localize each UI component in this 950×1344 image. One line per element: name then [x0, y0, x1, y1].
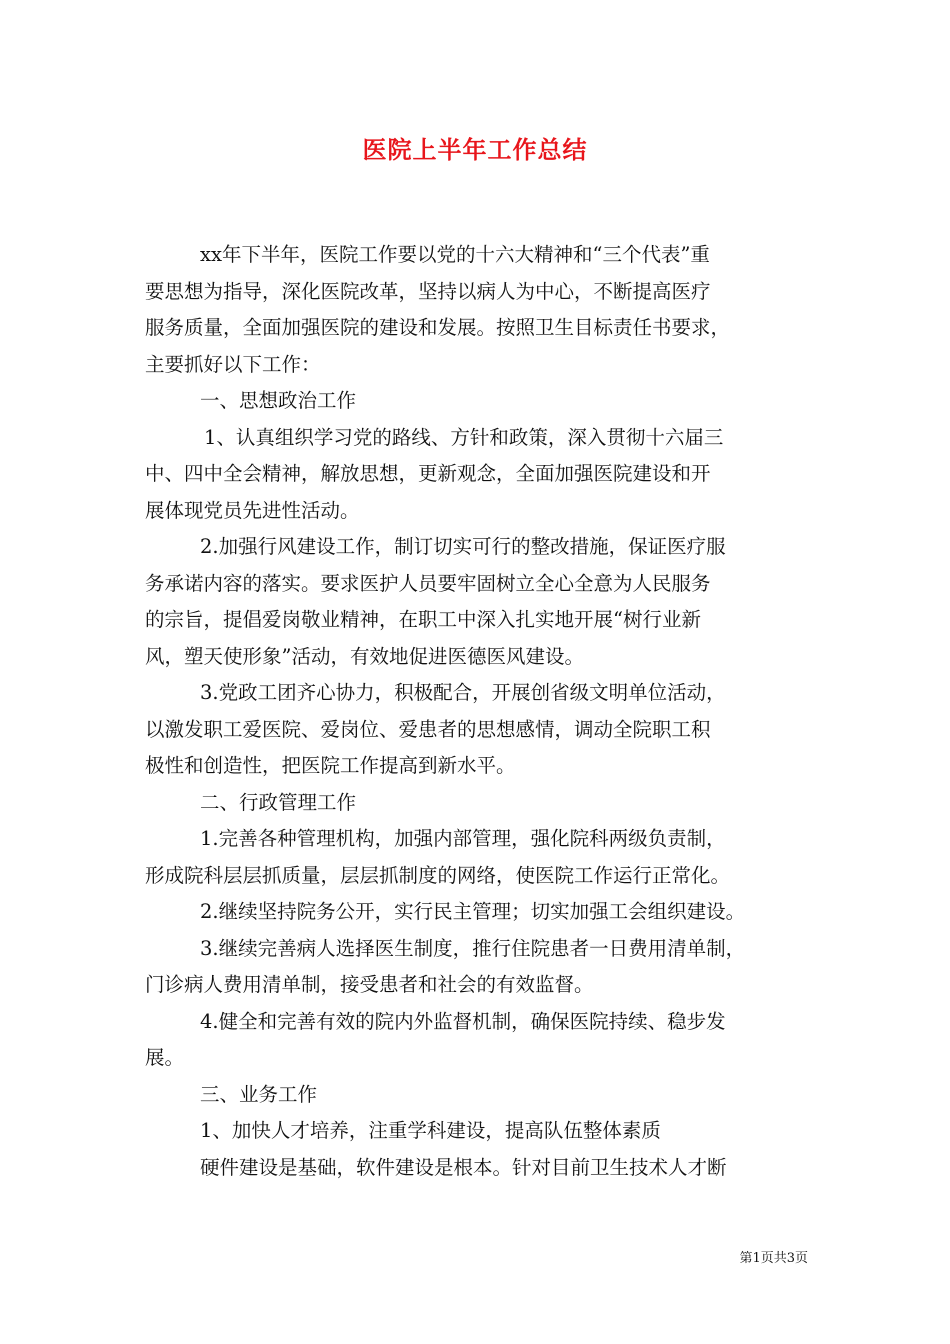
paragraph-line: xx年下半年，医院工作要以党的十六大精神和“三个代表”重: [200, 243, 710, 266]
paragraph-line: 风，塑天使形象”活动，有效地促进医德医风建设。: [145, 644, 584, 668]
paragraph-line: 1.完善各种管理机构，加强内部管理，强化院科两级负责制，: [200, 827, 726, 850]
paragraph-line: 形成院科层层抓质量，层层抓制度的网络，使医院工作运行正常化。: [145, 863, 731, 887]
paragraph-line: 以激发职工爱医院、爱岗位、爱患者的思想感情，调动全院职工积: [145, 717, 711, 741]
paragraph-line: 要思想为指导，深化医院改革，坚持以病人为中心，不断提高医疗: [145, 279, 711, 303]
paragraph-line: 硬件建设是基础，软件建设是根本。针对目前卫生技术人才断: [200, 1155, 727, 1179]
paragraph-line: 4.健全和完善有效的院内外监督机制，确保医院持续、稳步发: [200, 1009, 726, 1033]
section-heading: 一、思想政治工作: [200, 389, 357, 412]
paragraph-line: 的宗旨，提倡爱岗敬业精神，在职工中深入扎实地开展“树行业新: [145, 608, 701, 631]
section-heading: 二、行政管理工作: [200, 790, 357, 814]
paragraph-line: 门诊病人费用清单制，接受患者和社会的有效监督。: [145, 973, 594, 996]
paragraph-line: 服务质量，全面加强医院的建设和发展。按照卫生目标责任书要求，: [145, 316, 731, 339]
paragraph-line: 3.党政工团齐心协力，积极配合，开展创省级文明单位活动，: [200, 681, 726, 704]
paragraph-line: 1、认真组织学习党的路线、方针和政策，深入贯彻十六届三: [204, 425, 724, 449]
paragraph-line: 展体现党员先进性活动。: [145, 498, 360, 522]
section-heading: 三、业务工作: [200, 1082, 318, 1106]
paragraph-line: 中、四中全会精神，解放思想，更新观念，全面加强医院建设和开: [145, 462, 711, 485]
paragraph-line: 主要抓好以下工作：: [145, 352, 321, 376]
paragraph-line: 展。: [145, 1046, 185, 1069]
document-body: [145, 237, 815, 1186]
paragraph-line: 务承诺内容的落实。要求医护人员要牢固树立全心全意为人民服务: [145, 571, 711, 595]
paragraph-line: 2.加强行风建设工作，制订切实可行的整改措施，保证医疗服: [200, 535, 726, 558]
paragraph-line: 1、加快人才培养，注重学科建设，提高队伍整体素质: [200, 1119, 661, 1142]
paragraph-line: 2.继续坚持院务公开，实行民主管理；切实加强工会组织建设。: [200, 900, 746, 923]
document-title: 医院上半年工作总结: [362, 136, 588, 164]
page-number: 第1页共3页: [739, 1251, 808, 1266]
paragraph-line: 3.继续完善病人选择医生制度，推行住院患者一日费用清单制，: [200, 936, 746, 960]
paragraph-line: 极性和创造性，把医院工作提高到新水平。: [145, 754, 516, 777]
